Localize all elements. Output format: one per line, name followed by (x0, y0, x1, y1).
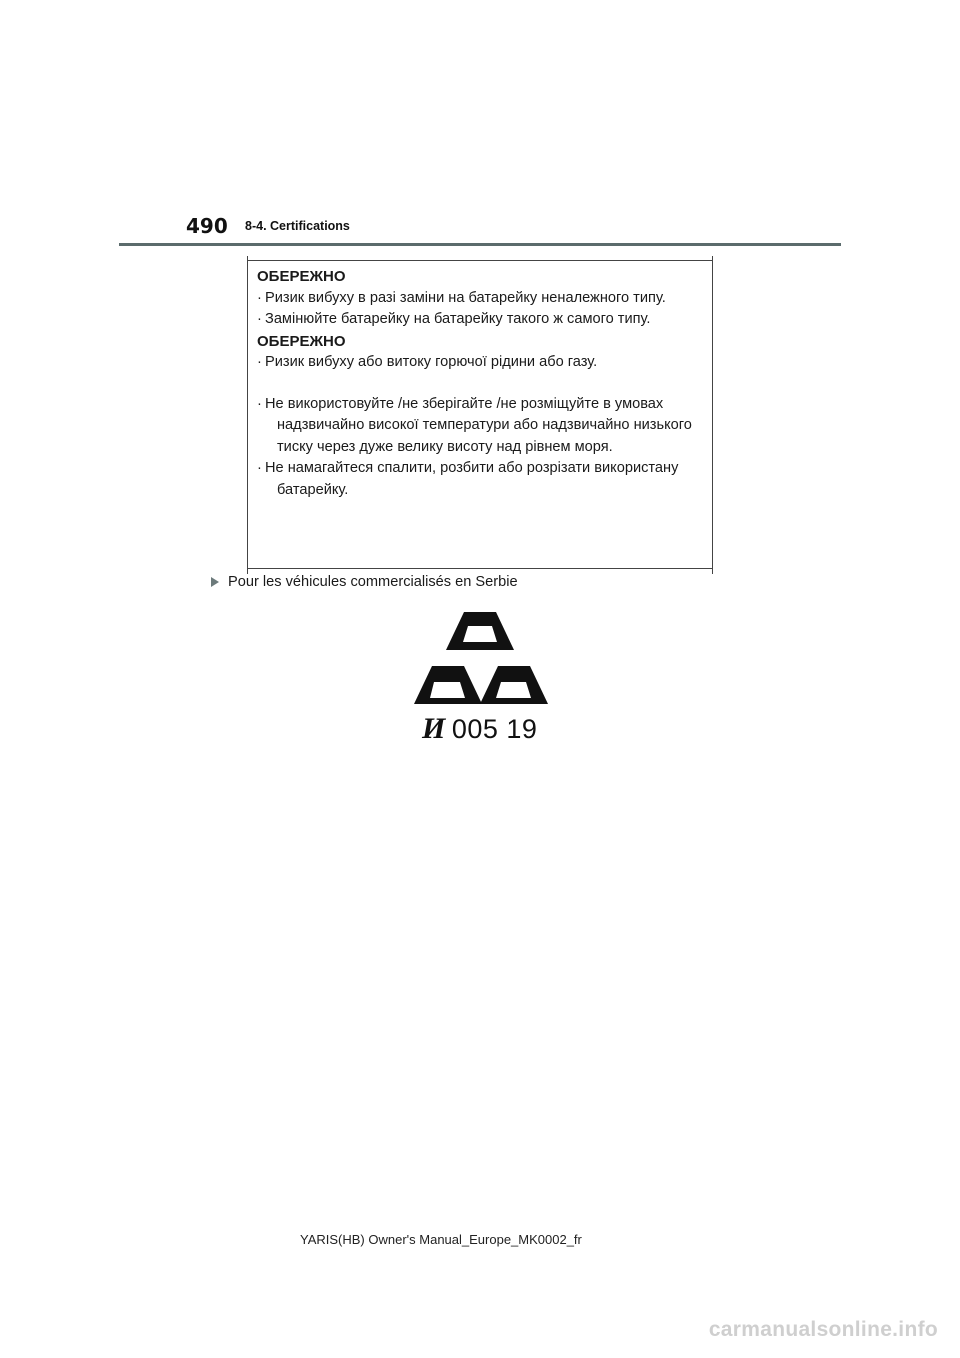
warning-label-box (247, 260, 713, 569)
certification-number: 005 19 (451, 714, 538, 744)
warning-line: · Не намагайтеся спалити, розбити або розрізати використану (257, 460, 679, 476)
section-title: 8-4. Certifications (245, 219, 350, 233)
certification-prefix: И (422, 712, 446, 745)
section-bullet-text: Pour les véhicules commercialisés en Serbie (228, 574, 518, 590)
footer-manual-id: YARIS(HB) Owner's Manual_Europe_MK0002_fr (300, 1232, 582, 1247)
certification-code (422, 712, 573, 746)
triangle-right-icon (211, 577, 219, 587)
watermark: carmanualsonline.info (708, 1318, 938, 1341)
warning-line-continued: надзвичайно високої температури або надзвичайно низького (277, 417, 692, 433)
warning-heading: ОБЕРЕЖНО (257, 332, 346, 350)
header-divider (119, 243, 841, 246)
warning-line: · Ризик вибуху в разі заміни на батарейку неналежного типу. (257, 289, 666, 306)
warning-line: · Не використовуйте /не зберігайте /не розміщуйте в умовах (257, 395, 664, 412)
section-bullet (211, 574, 518, 590)
page-number: 490 (186, 214, 228, 238)
warning-line: · Замінюйте батарейку на батарейку такого ж самого типу. (257, 311, 651, 327)
warning-line-continued: тиску через дуже велику висоту над рівнем моря. (277, 438, 613, 455)
warning-label-text (257, 266, 706, 501)
warning-line-continued: батарейку. (277, 481, 349, 498)
warning-heading: ОБЕРЕЖНО (257, 268, 346, 285)
warning-line: · Ризик вибуху або витоку горючої рідини або газу. (257, 354, 598, 370)
